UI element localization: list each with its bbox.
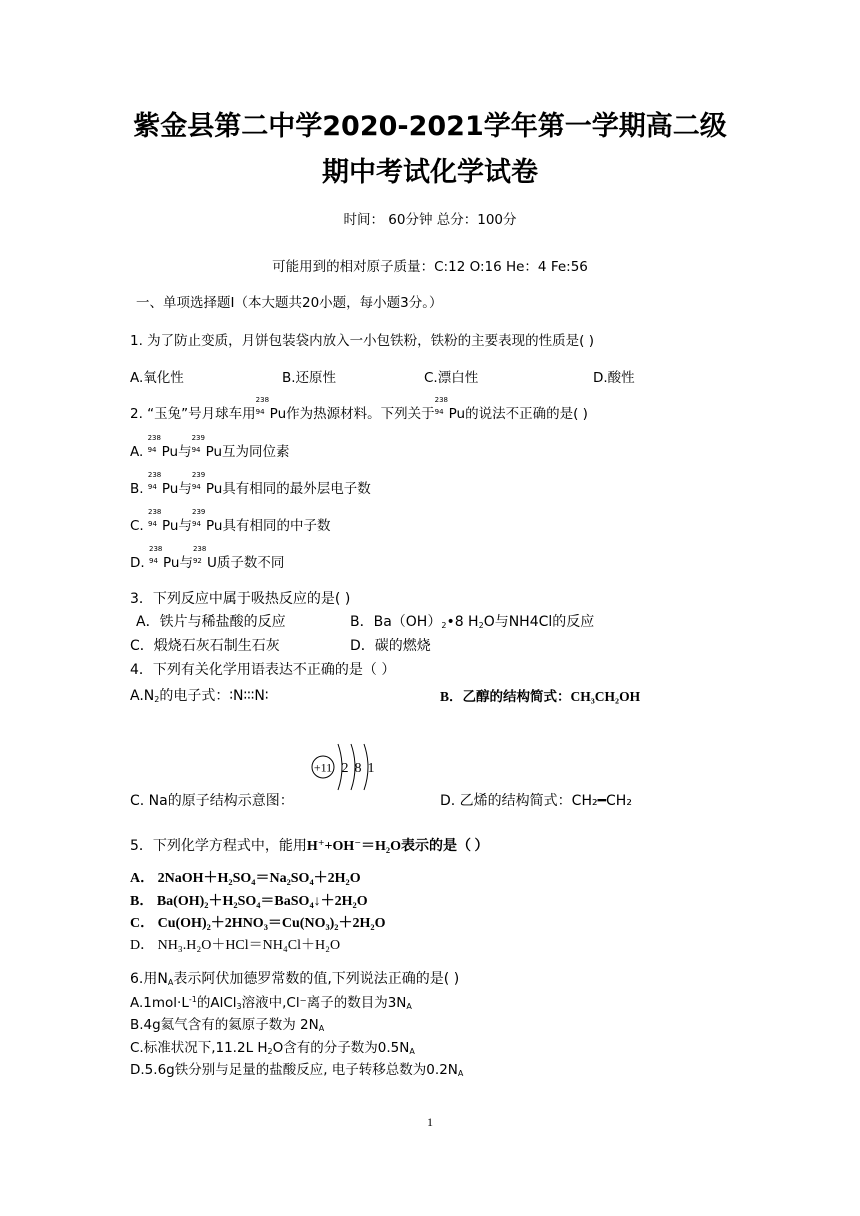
q5-option-d: D． NH₃.H₂O＋HCl＝NH₄Cl＋H₂O xyxy=(130,938,341,953)
nucleus-charge: +11 xyxy=(313,760,333,775)
q5-option-c: C． Cu(OH)₂＋2HNO₃＝Cu(NO₃)₂＋2H₂O xyxy=(130,916,386,931)
exam-title-line2: 期中考试化学试卷 xyxy=(322,157,538,188)
q1-option-c: C.漂白性 xyxy=(424,370,479,386)
q3-option-d: D．碳的燃烧 xyxy=(350,638,431,654)
q3-option-c: C．煅烧石灰石制生石灰 xyxy=(130,638,280,654)
q1-option-d: D.酸性 xyxy=(593,370,635,386)
q2-stem: 2. “玉兔”号月球车用 238 94 Pu作为热源材料。下列关于 238 94 Pu的说法不正确的是( ) xyxy=(130,396,588,422)
isotope-pu-238: 238 94 xyxy=(434,396,449,416)
q2-option-b: B. 238 94 Pu与 239 94 Pu具有相同的最外层电子数 xyxy=(130,471,371,497)
q1-option-a: A.氧化性 xyxy=(130,370,184,386)
q3-option-a: A．铁片与稀盐酸的反应 xyxy=(136,614,286,630)
shell-count-2: 8 xyxy=(354,761,362,776)
exam-info: 时间： 60分钟 总分：100分 xyxy=(343,212,517,228)
atomic-masses: 可能用到的相对原子质量：C:12 O:16 He：4 Fe:56 xyxy=(272,259,588,275)
q1-stem: 1. 为了防止变质，月饼包装袋内放入一小包铁粉，铁粉的主要表现的性质是( ) xyxy=(130,333,594,349)
q2-option-a: A. 238 94 Pu与 239 94 Pu互为同位素 xyxy=(130,434,290,460)
page-number: 1 xyxy=(427,1115,433,1129)
q3-stem: 3．下列反应中属于吸热反应的是( ) xyxy=(130,591,351,607)
exam-title-line1: 紫金县第二中学2020-2021学年第一学期高二级 xyxy=(133,111,727,142)
q4-option-a: $A.N_2$的电子式：∶N∶∶∶N∶ xyxy=(130,688,269,704)
q6-option-d: D.5.6g铁分别与足量的盐酸反应, 电子转移总数为$0.2N_A$ xyxy=(130,1062,464,1078)
q3-option-b: B．$Ba(OH)_2•8$ $H_2O$与NH4Cl的反应 xyxy=(350,614,595,630)
q5-stem: 5．下列化学方程式中，能用H++OH−＝H₂O表示的是（ ） xyxy=(130,838,489,854)
q2-option-c: C. 238 94 Pu与 239 94 Pu具有相同的中子数 xyxy=(130,508,331,534)
q6-option-a: $A.1mol\cdot L^{-1}$的AlCl$_3$溶液中,Cl⁻离子的数目为$3N_A$ xyxy=(130,995,412,1011)
q6-option-c: C.标准状况下,11.2L $H_2O$含有的分子数为$0.5N_A$ xyxy=(130,1040,415,1056)
q2-option-d: D. 238 94 Pu与 238 92 U质子数不同 xyxy=(130,545,285,571)
sodium-atom-diagram xyxy=(308,738,380,796)
isotope-pu-238: 238 94 xyxy=(255,396,270,416)
q4-stem: 4．下列有关化学用语表达不正确的是（ ） xyxy=(130,662,396,678)
q4-option-b: B．乙醇的结构简式：CH₃CH₂OH xyxy=(440,689,641,704)
q6-stem: 6.用$N_A$表示阿伏加德罗常数的值,下列说法正确的是( ) xyxy=(130,971,460,987)
section1-header: 一、单项选择题Ⅰ（本大题共20小题，每小题3分。） xyxy=(136,295,443,311)
q1-option-b: B.还原性 xyxy=(282,370,337,386)
q5-option-a: A． 2NaOH＋H₂SO₄＝Na₂SO₄＋2H₂O xyxy=(130,871,361,886)
q6-option-b: B.4g氦气含有的氦原子数为 $2N_A$ xyxy=(130,1017,325,1033)
q4-option-d: D. 乙烯的结构简式：CH₂━CH₂ xyxy=(440,793,632,809)
shell-count-3: 1 xyxy=(367,761,375,776)
shell-count-1: 2 xyxy=(341,761,349,776)
q5-option-b: B． Ba(OH)₂＋H₂SO₄＝BaSO₄↓＋2H₂O xyxy=(130,894,368,909)
q4-option-c: C. Na的原子结构示意图： xyxy=(130,793,294,809)
